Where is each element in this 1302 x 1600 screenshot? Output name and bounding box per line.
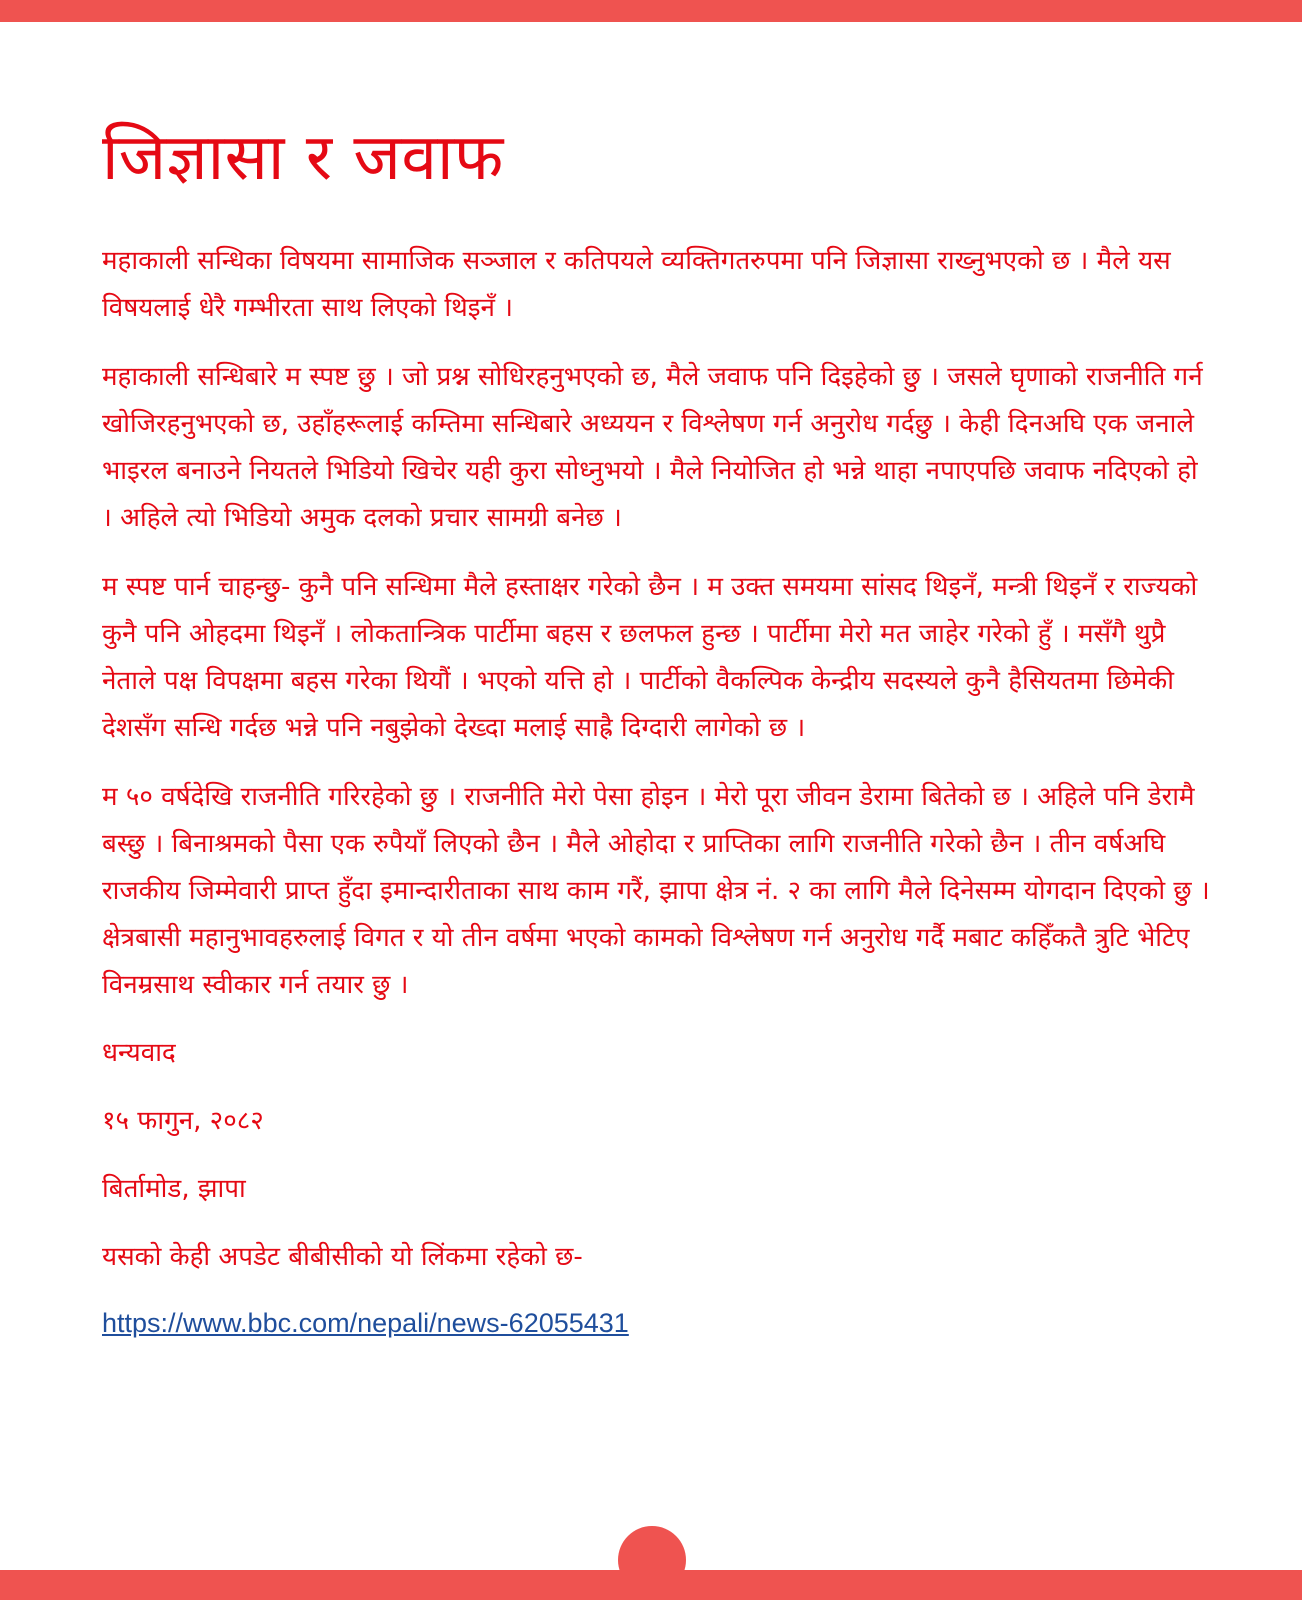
closing-text: धन्यवाद (102, 1038, 176, 1068)
update-note: यसको केही अपडेट बीबीसीको यो लिंकमा रहेको छ- (102, 1242, 583, 1272)
bottom-decorative-bar (0, 1570, 1302, 1600)
top-decorative-bar (0, 0, 1302, 22)
paragraph-2: महाकाली सन्धिबारे म स्पष्ट छु । जो प्रश्न सोधिरहनुभएको छ, मैले जवाफ पनि दिइहेको छु । जसले घृणाको राजनीति गर्न खोजिरहनुभएको छ, उहाँहरूलाई कम्तिमा सन्धिबारे अध्ययन र विश्लेषण गर्न अनुरोध गर्दछु । केही दिनअघि एक जनाले भाइरल बनाउने नियतले भिडियो खिचेर यही कुरा सोध्नुभयो । मैले नियोजित हो भन्ने थाहा नपाएपछि जवाफ नदिएको हो । अहिले त्यो भिडियो अमुक दलको प्रचार सामग्री बनेछ । (102, 362, 1203, 533)
date-text: १५ फागुन, २०८२ (102, 1106, 264, 1136)
paragraph-4: म ५० वर्षदेखि राजनीति गरिरहेको छु । राजनीति मेरो पेसा होइन । मेरो पूरा जीवन डेरामा बितेको छ । अहिले पनि डेरामै बस्छु । बिनाश्रमको पैसा एक रुपैयाँ लिएको छैन । मैले ओहोदा र प्राप्तिका लागि राजनीति गरेको छैन । तीन वर्षअघि राजकीय जिम्मेवारी प्राप्त हुँदा इमान्दारीताका साथ काम गरैं, झापा क्षेत्र नं. २ का लागि मैले दिनेसम्म योगदान दिएको छु । क्षेत्रबासी महानुभावहरुलाई विगत र यो तीन वर्षमा भएको कामको विश्लेषण गर्न अनुरोध गर्दै मबाट कहिँकतै त्रुटि भेटिए विनम्रसाथ स्वीकार गर्न तयार छु । (102, 782, 1210, 1000)
place-text: बिर्तामोड, झापा (102, 1174, 246, 1204)
paragraph-3: म स्पष्ट पार्न चाहन्छु- कुनै पनि सन्धिमा मैले हस्ताक्षर गरेको छैन । म उक्त समयमा सांसद थिइनँ, मन्त्री थिइनँ र राज्यको कुनै पनि ओहदमा थिइनँ । लोकतान्त्रिक पार्टीमा बहस र छलफल हुन्छ । पार्टीमा मेरो मत जाहेर गरेको हुँ । मसँगै थुप्रै नेताले पक्ष विपक्षमा बहस गरेका थियौं । भएको यत्ति हो । पार्टीको वैकल्पिक केन्द्रीय सदस्यले कुनै हैसियतमा छिमेकी देशसँग सन्धि गर्दछ भन्ने पनि नबुझेको देख्दा मलाई साह्रै दिग्दारी लागेको छ । (102, 572, 1198, 743)
paragraph-1: महाकाली सन्धिका विषयमा सामाजिक सञ्जाल र कतिपयले व्यक्तिगतरुपमा पनि जिज्ञासा राख्नुभएको छ । मैले यस विषयलाई धेरै गम्भीरता साथ लिएको थिइनँ । (102, 246, 1171, 323)
page-title: जिज्ञासा र जवाफ (102, 121, 504, 195)
letter-body (102, 118, 1212, 1343)
bbc-news-link[interactable]: https://www.bbc.com/nepali/news-62055431 (102, 1308, 629, 1338)
